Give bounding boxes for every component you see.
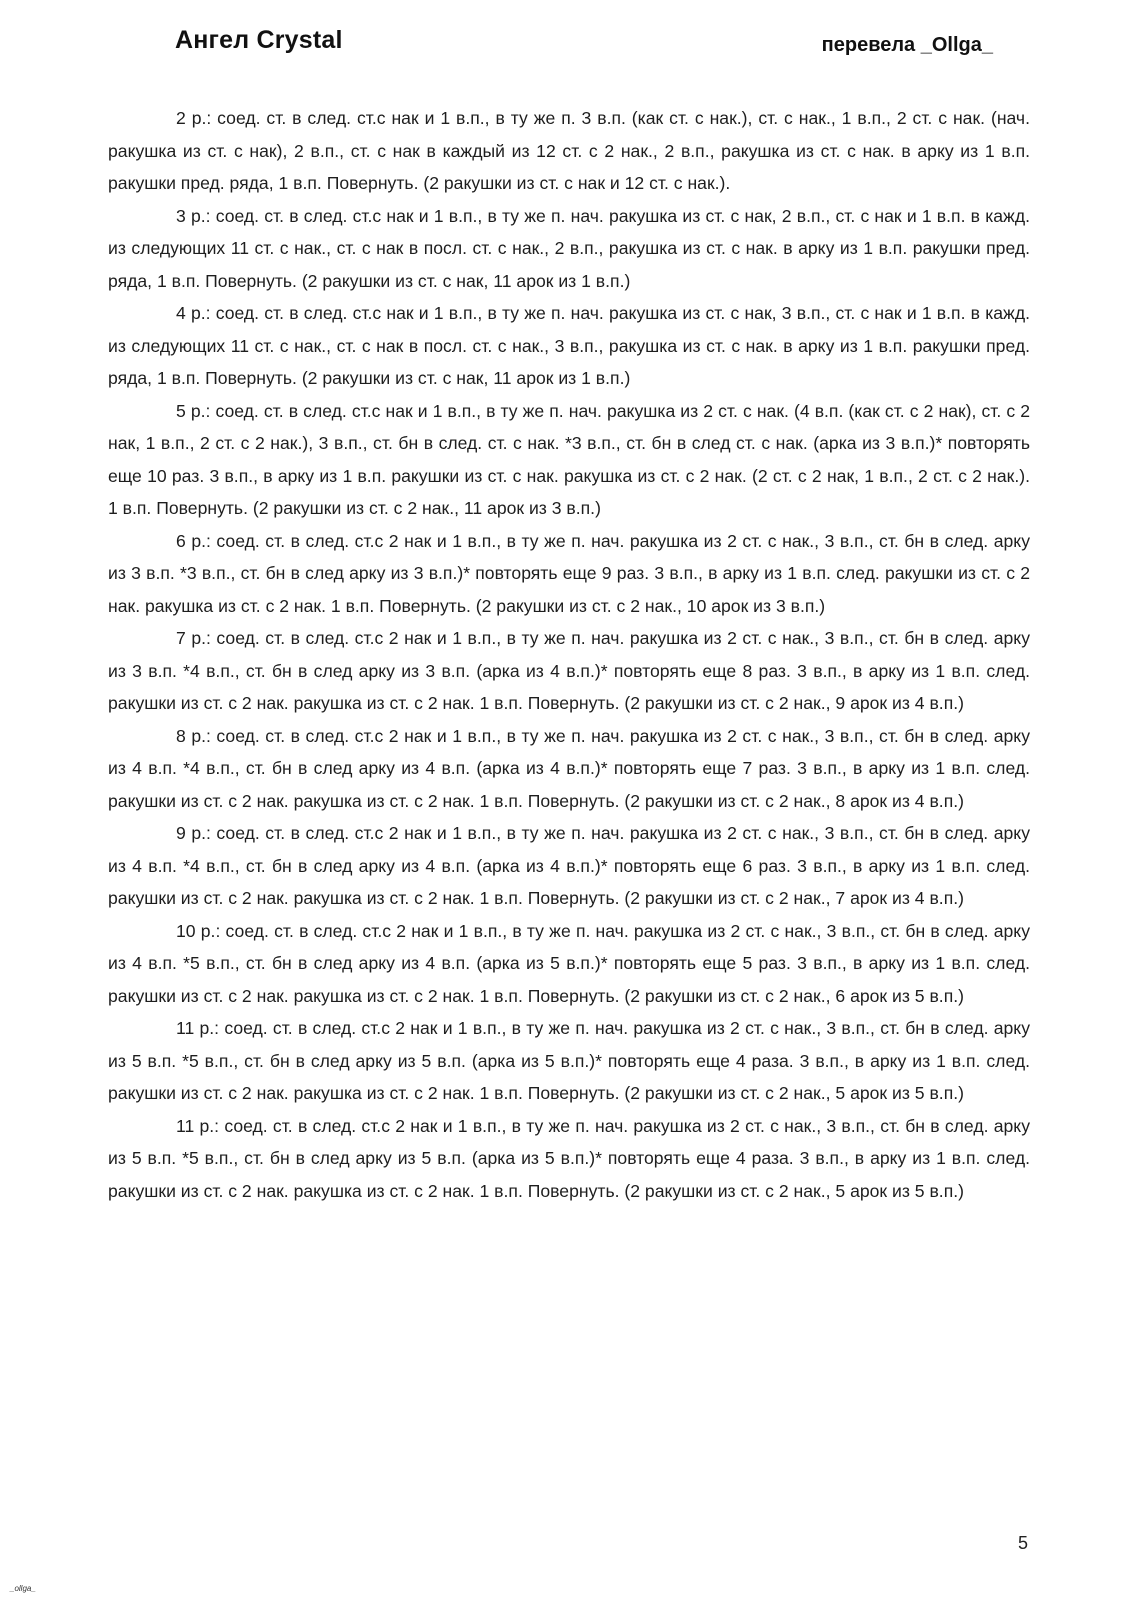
row-paragraph: 11 р.: соед. ст. в след. ст.с 2 нак и 1 в.п., в ту же п. нач. ракушка из 2 ст. с нак., 3 в.п., ст. бн в след. арку из 5 в.п. *5 в.п., ст. бн в след арку из 5 в.п. (арка из 5 в.п.)* повторять еще 4 раза. 3 в.п., в арку из 1 в.п. след. ракушки из ст. с 2 нак. ракушка из ст. с 2 нак. 1 в.п. Повернуть. (2 ракушки из ст. с 2 нак., 5 арок из 5 в.п.): [108, 1018, 1030, 1103]
row-paragraph: 4 р.: соед. ст. в след. ст.с нак и 1 в.п., в ту же п. нач. ракушка из ст. с нак, 3 в.п., ст. с нак и 1 в.п. в кажд. из следующих 11 ст. с нак., ст. с нак в посл. ст. с нак., 3 в.п., ракушка из ст. с нак. в арку из 1 в.п. ракушки пред. ряда, 1 в.п. Повернуть. (2 ракушки из ст. с нак, 11 арок из 1 в.п.): [108, 303, 1030, 388]
row-paragraph: 2 р.: соед. ст. в след. ст.с нак и 1 в.п., в ту же п. 3 в.п. (как ст. с нак.), ст. с нак., 1 в.п., 2 ст. с нак. (нач. ракушка из ст. с нак), 2 в.п., ст. с нак в каждый из 12 ст. с 2 нак., 2 в.п., ракушка из ст. с нак. в арку из 1 в.п. ракушки пред. ряда, 1 в.п. Повернуть. (2 ракушки из ст. с нак и 12 ст. с нак.).: [108, 108, 1030, 193]
document-title: Ангел Crystal: [175, 26, 343, 54]
pattern-instructions: [108, 102, 1030, 1207]
row-paragraph: 5 р.: соед. ст. в след. ст.с нак и 1 в.п., в ту же п. нач. ракушка из 2 ст. с нак. (4 в.п. (как ст. с 2 нак), ст. с 2 нак, 1 в.п., 2 ст. с 2 нак.), 3 в.п., ст. бн в след. ст. с нак. *3 в.п., ст. бн в след ст. с нак. (арка из 3 в.п.)* повторять еще 10 раз. 3 в.п., в арку из 1 в.п. ракушки из ст. с нак. ракушка из ст. с 2 нак. (2 ст. с 2 нак, 1 в.п., 2 ст. с 2 нак.). 1 в.п. Повернуть. (2 ракушки из ст. с 2 нак., 11 арок из 3 в.п.): [108, 400, 1030, 518]
row-paragraph: 3 р.: соед. ст. в след. ст.с нак и 1 в.п., в ту же п. нач. ракушка из ст. с нак, 2 в.п., ст. с нак и 1 в.п. в кажд. из следующих 11 ст. с нак., ст. с нак в посл. ст. с нак., 2 в.п., ракушка из ст. с нак. в арку из 1 в.п. ракушки пред. ряда, 1 в.п. Повернуть. (2 ракушки из ст. с нак, 11 арок из 1 в.п.): [108, 205, 1030, 291]
page-number: 5: [1017, 1533, 1028, 1553]
row-paragraph: 10 р.: соед. ст. в след. ст.с 2 нак и 1 в.п., в ту же п. нач. ракушка из 2 ст. с нак., 3 в.п., ст. бн в след. арку из 4 в.п. *5 в.п., ст. бн в след арку из 4 в.п. (арка из 5 в.п.)* повторять еще 5 раз. 3 в.п., в арку из 1 в.п. след. ракушки из ст. с 2 нак. ракушка из ст. с 2 нак. 1 в.п. Повернуть. (2 ракушки из ст. с 2 нак., 6 арок из 5 в.п.): [108, 920, 1030, 1006]
row-paragraph: 11 р.: соед. ст. в след. ст.с 2 нак и 1 в.п., в ту же п. нач. ракушка из 2 ст. с нак., 3 в.п., ст. бн в след. арку из 5 в.п. *5 в.п., ст. бн в след арку из 5 в.п. (арка из 5 в.п.)* повторять еще 4 раза. 3 в.п., в арку из 1 в.п. след. ракушки из ст. с 2 нак. ракушка из ст. с 2 нак. 1 в.п. Повернуть. (2 ракушки из ст. с 2 нак., 5 арок из 5 в.п.): [108, 1115, 1030, 1201]
translator-credit: перевела _Ollga_: [821, 34, 993, 56]
row-paragraph: 9 р.: соед. ст. в след. ст.с 2 нак и 1 в.п., в ту же п. нач. ракушка из 2 ст. с нак., 3 в.п., ст. бн в след. арку из 4 в.п. *4 в.п., ст. бн в след арку из 4 в.п. (арка из 4 в.п.)* повторять еще 6 раз. 3 в.п., в арку из 1 в.п. след. ракушки из ст. с 2 нак. ракушка из ст. с 2 нак. 1 в.п. Повернуть. (2 ракушки из ст. с 2 нак., 7 арок из 4 в.п.): [108, 823, 1030, 908]
watermark: _ollga_: [10, 1584, 36, 1593]
row-paragraph: 7 р.: соед. ст. в след. ст.с 2 нак и 1 в.п., в ту же п. нач. ракушка из 2 ст. с нак., 3 в.п., ст. бн в след. арку из 3 в.п. *4 в.п., ст. бн в след арку из 3 в.п. (арка из 4 в.п.)* повторять еще 8 раз. 3 в.п., в арку из 1 в.п. след. ракушки из ст. с 2 нак. ракушка из ст. с 2 нак. 1 в.п. Повернуть. (2 ракушки из ст. с 2 нак., 9 арок из 4 в.п.): [108, 628, 1030, 713]
row-paragraph: 6 р.: соед. ст. в след. ст.с 2 нак и 1 в.п., в ту же п. нач. ракушка из 2 ст. с нак., 3 в.п., ст. бн в след. арку из 3 в.п. *3 в.п., ст. бн в след арку из 3 в.п.)* повторять еще 9 раз. 3 в.п., в арку из 1 в.п. след. ракушки из ст. с 2 нак. ракушка из ст. с 2 нак. 1 в.п. Повернуть. (2 ракушки из ст. с 2 нак., 10 арок из 3 в.п.): [108, 530, 1030, 616]
row-paragraph: 8 р.: соед. ст. в след. ст.с 2 нак и 1 в.п., в ту же п. нач. ракушка из 2 ст. с нак., 3 в.п., ст. бн в след. арку из 4 в.п. *4 в.п., ст. бн в след арку из 4 в.п. (арка из 4 в.п.)* повторять еще 7 раз. 3 в.п., в арку из 1 в.п. след. ракушки из ст. с 2 нак. ракушка из ст. с 2 нак. 1 в.п. Повернуть. (2 ракушки из ст. с 2 нак., 8 арок из 4 в.п.): [108, 725, 1030, 811]
